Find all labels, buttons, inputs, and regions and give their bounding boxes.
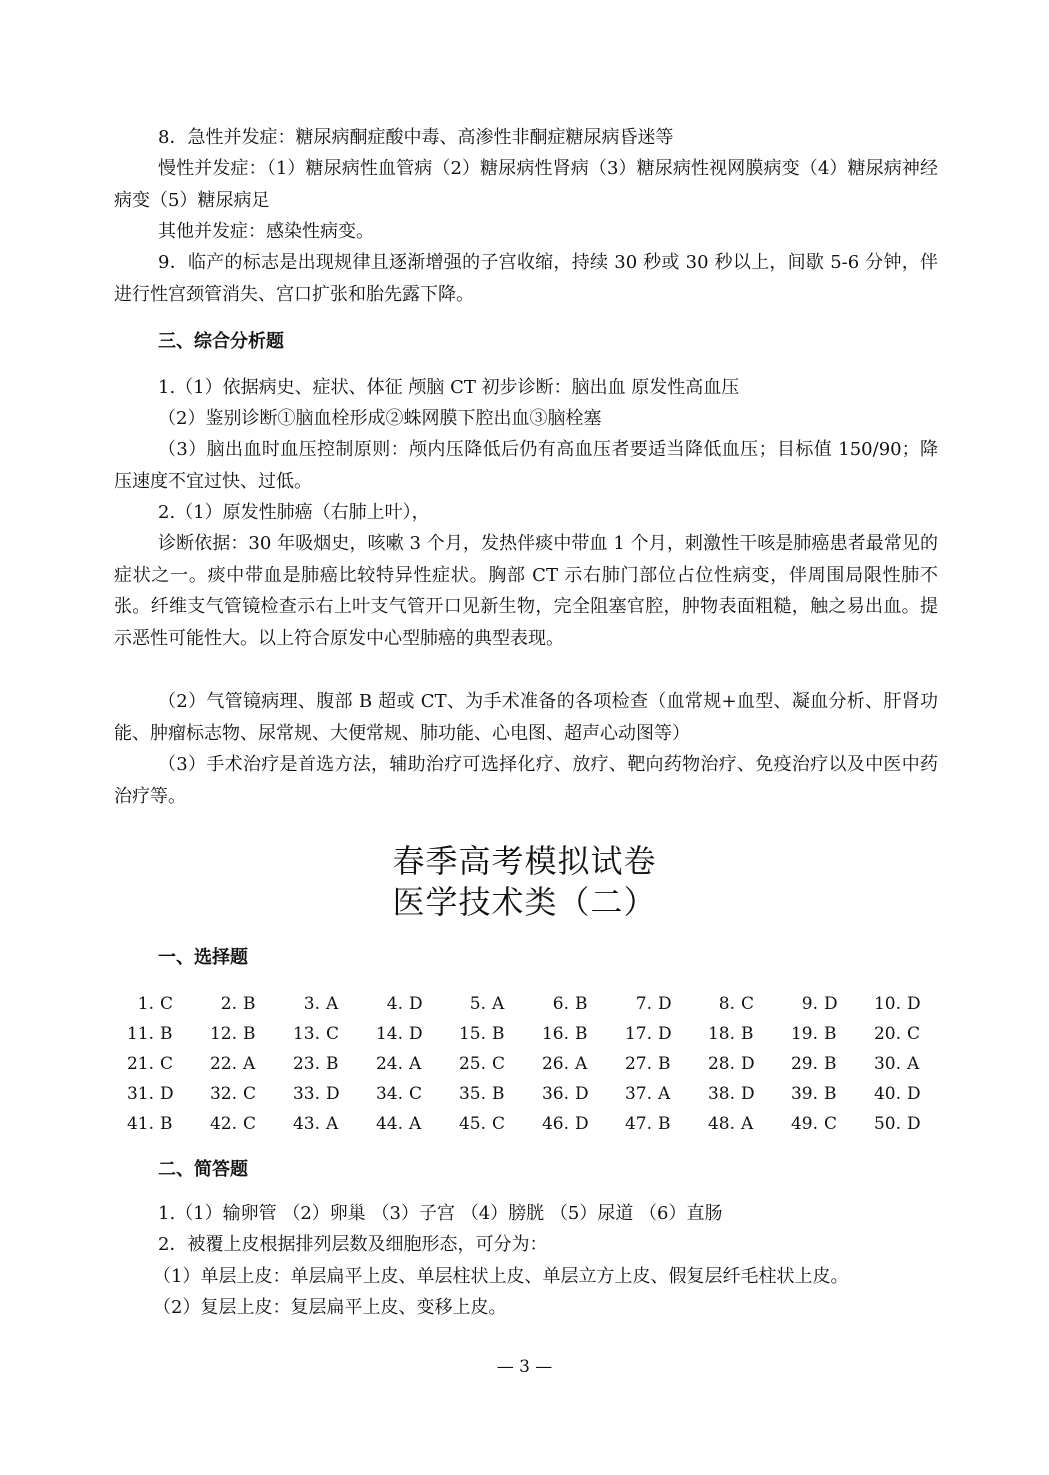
answer-number: 42. [209,1114,237,1134]
answer-cell [525,1019,608,1049]
answer-cell [442,1079,525,1109]
answer-number: 5. [469,994,486,1014]
answer-number: 49. [790,1114,818,1134]
paragraph-s3-3: （3）脑出血时血压控制原则：颅内压降低后仍有高血压者要适当降低血压；目标值 150/90；降压速度不宜过快、过低。 [114,439,938,492]
answer-number: 31. [126,1084,154,1104]
answer-cell [359,1019,442,1049]
answer-cell [110,989,193,1019]
answer-number: 50. [873,1114,901,1134]
answer-letter: C [492,1054,506,1074]
answer-letter: A [243,1054,256,1074]
answer-cell [691,1049,774,1079]
answer-letter: A [326,994,339,1014]
answer-cell [110,1049,193,1079]
answer-letter: A [492,994,505,1014]
answer-number: 9. [801,994,818,1014]
answer-letter: C [160,1054,174,1074]
answer-letter: D [658,1024,672,1044]
answer-number: 40. [873,1084,901,1104]
answer-number: 41. [126,1114,154,1134]
answer-number: 13. [292,1024,320,1044]
section3-heading: 三、综合分析题 [158,331,284,352]
answer-letter: B [160,1024,173,1044]
answer-number: 22. [209,1054,237,1074]
paragraph-s3-7: （3）手术治疗是首选方法，辅助治疗可选择化疗、放疗、靶向药物治疗、免疫治疗以及中医中药治疗等。 [114,754,938,807]
answer-cell [359,1049,442,1079]
answer-letter: B [243,994,256,1014]
answer-cell [774,1079,857,1109]
answer-cell [691,1079,774,1109]
paragraph-s3-4: 2.（1）原发性肺癌（右肺上叶）， [158,502,430,523]
paragraph-s3-6: （2）气管镜病理、腹部 B 超或 CT、为手术准备的各项检查（血常规+血型、凝血分析、肝肾功能、肿瘤标志物、尿常规、大便常规、肺功能、心电图、超声心动图等） [114,691,938,744]
answer-letter: C [741,994,755,1014]
answer-letter: A [409,1054,422,1074]
answer-cell [110,1109,193,1139]
answer-letter: C [824,1114,838,1134]
answer-number: 1. [137,994,154,1014]
answer-letter: D [409,994,423,1014]
answer-number: 32. [209,1084,237,1104]
answer-number: 34. [375,1084,403,1104]
answer-cell [276,989,359,1019]
answer-letter: A [326,1114,339,1134]
paragraph-s3-1: 1.（1）依据病史、症状、体征 颅脑 CT 初步诊断：脑出血 原发性高血压 [158,377,740,398]
answer-letter: A [658,1084,671,1104]
answer-letter: B [243,1024,256,1044]
answer-number: 25. [458,1054,486,1074]
answer-cell [359,1109,442,1139]
answer-number: 18. [707,1024,735,1044]
answer-number: 4. [386,994,403,1014]
answer-cell [608,989,691,1019]
answer-number: 2. [220,994,237,1014]
answer-cell [193,1079,276,1109]
answer-letter: B [741,1024,754,1044]
answer-letter: C [409,1084,423,1104]
answer-letter: D [907,1114,921,1134]
answer-cell [442,1109,525,1139]
answer-cell [525,989,608,1019]
answer-letter: C [243,1084,257,1104]
answer-cell [359,989,442,1019]
answer-number: 7. [635,994,652,1014]
answer-number: 23. [292,1054,320,1074]
answer-number: 8. [718,994,735,1014]
answer-cell [193,1019,276,1049]
answer-number: 16. [541,1024,569,1044]
answer-cell [857,1079,940,1109]
answer-letter: B [824,1054,837,1074]
answer-letter: B [824,1084,837,1104]
answer-letter: D [575,1114,589,1134]
answer-letter: C [907,1024,921,1044]
answer-letter: B [326,1054,339,1074]
answer-cell [608,1019,691,1049]
answer-number: 19. [790,1024,818,1044]
paragraph-s3-5: 诊断依据：30 年吸烟史，咳嗽 3 个月，发热伴痰中带血 1 个月，刺激性干咳是肺癌患者最常见的症状之一。痰中带血是肺癌比较特异性症状。胸部 CT 示右肺门部位占位性病变，伴周围局限性肺不张。纤维支气管镜检查示右上叶支气管开口见新生物，完全阻塞官腔，肿物表面粗糙，触之易出血。提示恶性可能性大。以上符合原发中心型肺癌的典型表现。 [114,533,938,649]
answer-letter: B [492,1024,505,1044]
answer-letter: B [824,1024,837,1044]
exam-subtitle: 医学技术类（二） [392,883,657,921]
answer-cell [193,989,276,1019]
answer-letter: B [575,994,588,1014]
answer-cell [857,989,940,1019]
answer-number: 33. [292,1084,320,1104]
answer-cell [525,1049,608,1079]
answer-letter: D [160,1084,174,1104]
answer-row [110,1109,940,1139]
answer-number: 12. [209,1024,237,1044]
exam-title: 春季高考模拟试卷 [392,842,657,880]
answer-letter: D [907,1084,921,1104]
answer-number: 15. [458,1024,486,1044]
answer-cell [110,1019,193,1049]
answer-letter: D [326,1084,340,1104]
answer-number: 14. [375,1024,403,1044]
answer-letter: A [907,1054,920,1074]
paragraph-other-complications: 其他并发症：感染性病变。 [158,221,374,242]
answer-letter: D [409,1024,423,1044]
answer-number: 24. [375,1054,403,1074]
answer-letter: D [824,994,838,1014]
answer-cell [857,1019,940,1049]
answer-letter: D [741,1084,755,1104]
answer-row [110,1019,940,1049]
answer-number: 43. [292,1114,320,1134]
answer-letter: B [160,1114,173,1134]
answer-cell [774,1109,857,1139]
answer-letter: B [658,1054,671,1074]
paragraph-s2-1: 1.（1）输卵管 （2）卵巢 （3）子宫 （4）膀胱 （5）尿道 （6）直肠 [158,1203,723,1224]
answer-cell [525,1109,608,1139]
answer-cell [608,1079,691,1109]
answer-cell [193,1109,276,1139]
answer-number: 37. [624,1084,652,1104]
answer-row [110,1049,940,1079]
answer-letter: A [409,1114,422,1134]
answer-row [110,989,940,1019]
answer-number: 17. [624,1024,652,1044]
answer-number: 45. [458,1114,486,1134]
answer-number: 44. [375,1114,403,1134]
paragraph-s3-2: （2）鉴别诊断①脑血栓形成②蛛网膜下腔出血③脑栓塞 [158,408,602,429]
answer-cell [857,1109,940,1139]
answer-number: 47. [624,1114,652,1134]
answer-cell [276,1109,359,1139]
answer-number: 26. [541,1054,569,1074]
answer-letter: D [658,994,672,1014]
answer-cell [276,1079,359,1109]
paragraph-labor-signs: 9．临产的标志是出现规律且逐渐增强的子宫收缩，持续 30 秒或 30 秒以上，间歇 5-6 分钟，伴进行性宫颈管消失、宫口扩张和胎先露下降。 [114,252,938,305]
paragraph-chronic-complications: 慢性并发症：（1）糖尿病性血管病（2）糖尿病性肾病（3）糖尿病性视网膜病变（4）糖尿病神经病变（5）糖尿病足 [114,158,938,211]
answer-number: 28. [707,1054,735,1074]
answer-cell [442,989,525,1019]
paragraph-s2-3: （1）单层上皮：单层扁平上皮、单层柱状上皮、单层立方上皮、假复层纤毛柱状上皮。 [153,1266,849,1287]
answer-number: 39. [790,1084,818,1104]
answer-cell [857,1049,940,1079]
answer-letter: D [575,1084,589,1104]
answer-number: 27. [624,1054,652,1074]
answer-cell [442,1019,525,1049]
answer-number: 11. [126,1024,154,1044]
answer-letter: D [907,994,921,1014]
page-number: — 3 — [496,1357,553,1377]
answer-letter: C [243,1114,257,1134]
answer-cell [774,1049,857,1079]
answer-letter: C [160,994,174,1014]
answer-letter: B [658,1114,671,1134]
answer-cell [110,1079,193,1109]
answer-grid [110,989,940,1139]
answer-cell [691,989,774,1019]
answer-number: 35. [458,1084,486,1104]
answer-letter: C [326,1024,340,1044]
section2-heading: 二、简答题 [158,1159,248,1180]
paragraph-s2-4: （2）复层上皮：复层扁平上皮、变移上皮。 [153,1297,507,1318]
answer-number: 29. [790,1054,818,1074]
answer-cell [774,1019,857,1049]
answer-letter: A [575,1054,588,1074]
answer-letter: B [492,1084,505,1104]
answer-letter: A [741,1114,754,1134]
answer-cell [525,1079,608,1109]
answer-number: 46. [541,1114,569,1134]
answer-letter: B [575,1024,588,1044]
answer-number: 38. [707,1084,735,1104]
answer-cell [442,1049,525,1079]
answer-letter: C [492,1114,506,1134]
answer-number: 6. [552,994,569,1014]
paragraph-acute-complications: 8．急性并发症：糖尿病酮症酸中毒、高渗性非酮症糖尿病昏迷等 [158,127,674,148]
answer-cell [359,1079,442,1109]
answer-number: 10. [873,994,901,1014]
answer-number: 21. [126,1054,154,1074]
answer-number: 3. [303,994,320,1014]
answer-letter: D [741,1054,755,1074]
answer-cell [276,1049,359,1079]
answer-number: 36. [541,1084,569,1104]
answer-cell [691,1109,774,1139]
answer-number: 20. [873,1024,901,1044]
paragraph-s2-2: 2．被覆上皮根据排列层数及细胞形态，可分为： [158,1234,548,1255]
answer-cell [608,1049,691,1079]
answer-cell [774,989,857,1019]
answer-cell [691,1019,774,1049]
answer-cell [276,1019,359,1049]
answer-number: 48. [707,1114,735,1134]
answer-row [110,1079,940,1109]
answer-number: 30. [873,1054,901,1074]
section1-heading: 一、选择题 [158,947,248,968]
answer-cell [193,1049,276,1079]
answer-cell [608,1109,691,1139]
